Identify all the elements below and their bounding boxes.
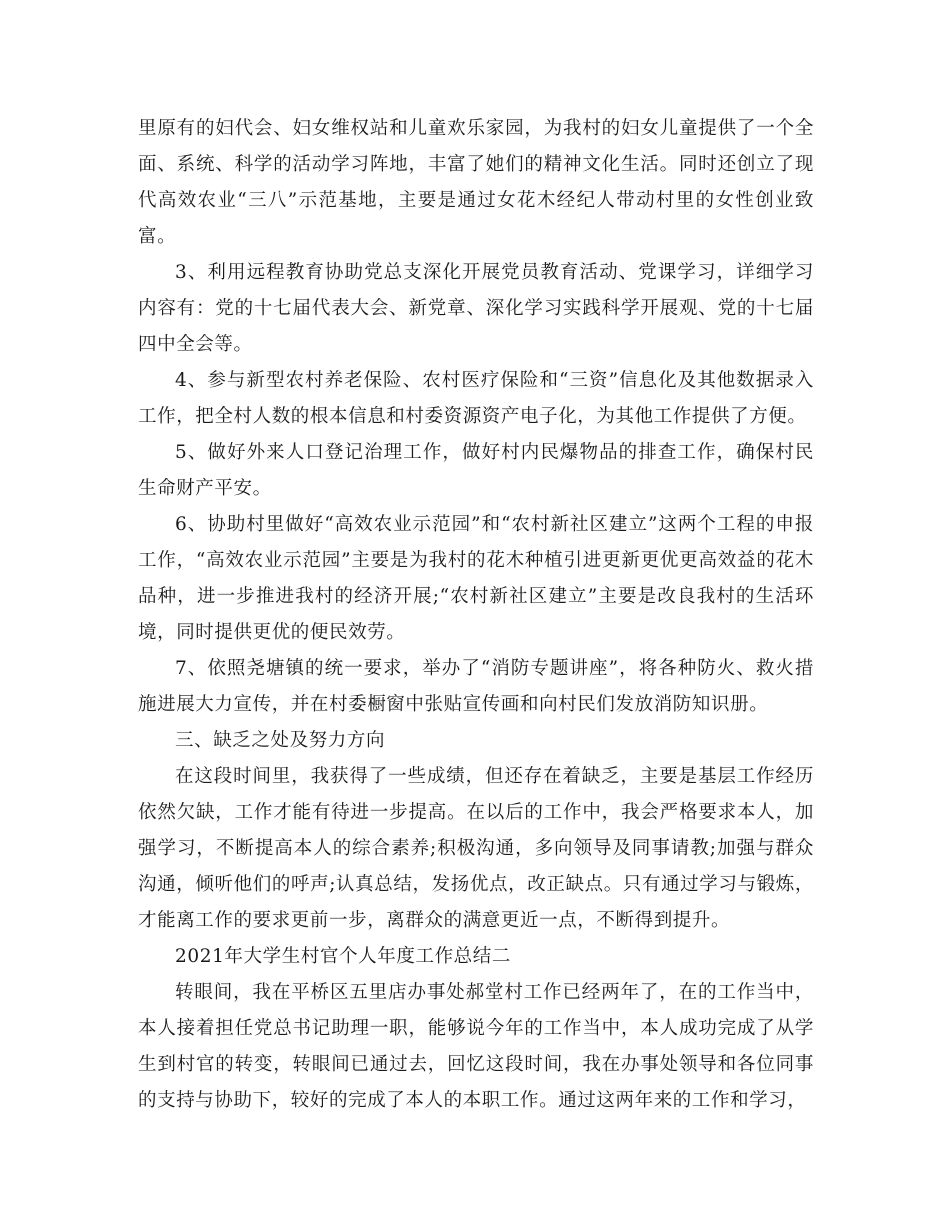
paragraph-item-4: 4、参与新型农村养老保险、农村医疗保险和“三资”信息化及其他数据录入工作，把全村人数的根本信息和村委资源资产电子化，为其他工作提供了方便。 bbox=[138, 370, 814, 427]
paragraph-continuation: 里原有的妇代会、妇女维权站和儿童欢乐家园，为我村的妇女儿童提供了一个全面、系统、科学的活动学习阵地，丰富了她们的精神文化生活。同时还创立了现代高效农业“三八”示范基地，主要是通过女花木经纪人带动村里的女性创业致富。 bbox=[138, 118, 814, 247]
paragraph-item-7: 7、依照尧塘镇的统一要求，举办了“消防专题讲座”，将各种防火、救火措施进展大力宣传，并在村委橱窗中张贴宣传画和向村民们发放消防知识册。 bbox=[138, 658, 814, 715]
paragraph-item-3: 3、利用远程教育协助党总支深化开展党员教育活动、党课学习，详细学习内容有：党的十七届代表大会、新党章、深化学习实践科学开展观、党的十七届四中全会等。 bbox=[138, 262, 814, 355]
paragraph-item-6: 6、协助村里做好“高效农业示范园”和“农村新社区建立”这两个工程的申报工作，“高效农业示范园”主要是为我村的花木种植引进更新更优更高效益的花木品种，进一步推进我村的经济开展;“农村新社区建立”主要是改良我村的生活环境，同时提供更优的便民效劳。 bbox=[138, 514, 814, 643]
paragraph-shortcomings: 在这段时间里，我获得了一些成绩，但还存在着缺乏，主要是基层工作经历依然欠缺，工作才能有待进一步提高。在以后的工作中，我会严格要求本人，加强学习，不断提高本人的综合素养;积极沟通，多向领导及同事请教;加强与群众沟通，倾听他们的呼声;认真总结，发扬优点，改正缺点。只有通过学习与锻炼，才能离工作的要求更前一步，离群众的满意更近一点，不断得到提升。 bbox=[138, 766, 814, 931]
document-body bbox=[138, 111, 814, 1119]
paragraph-item-5: 5、做好外来人口登记治理工作，做好村内民爆物品的排查工作，确保村民生命财产平安。 bbox=[138, 442, 814, 499]
section-heading-summary-two: 2021年大学生村官个人年度工作总结二 bbox=[175, 946, 511, 967]
paragraph-summary-two-intro: 转眼间，我在平桥区五里店办事处郝堂村工作已经两年了，在的工作当中，本人接着担任党总书记助理一职，能够说今年的工作当中，本人成功完成了从学生到村官的转变，转眼间已通过去，回忆这段时间，我在办事处领导和各位同事的支持与协助下，较好的完成了本人的本职工作。通过这两年来的工作和学习， bbox=[138, 982, 814, 1111]
section-heading-shortcomings: 三、缺乏之处及努力方向 bbox=[175, 730, 386, 751]
